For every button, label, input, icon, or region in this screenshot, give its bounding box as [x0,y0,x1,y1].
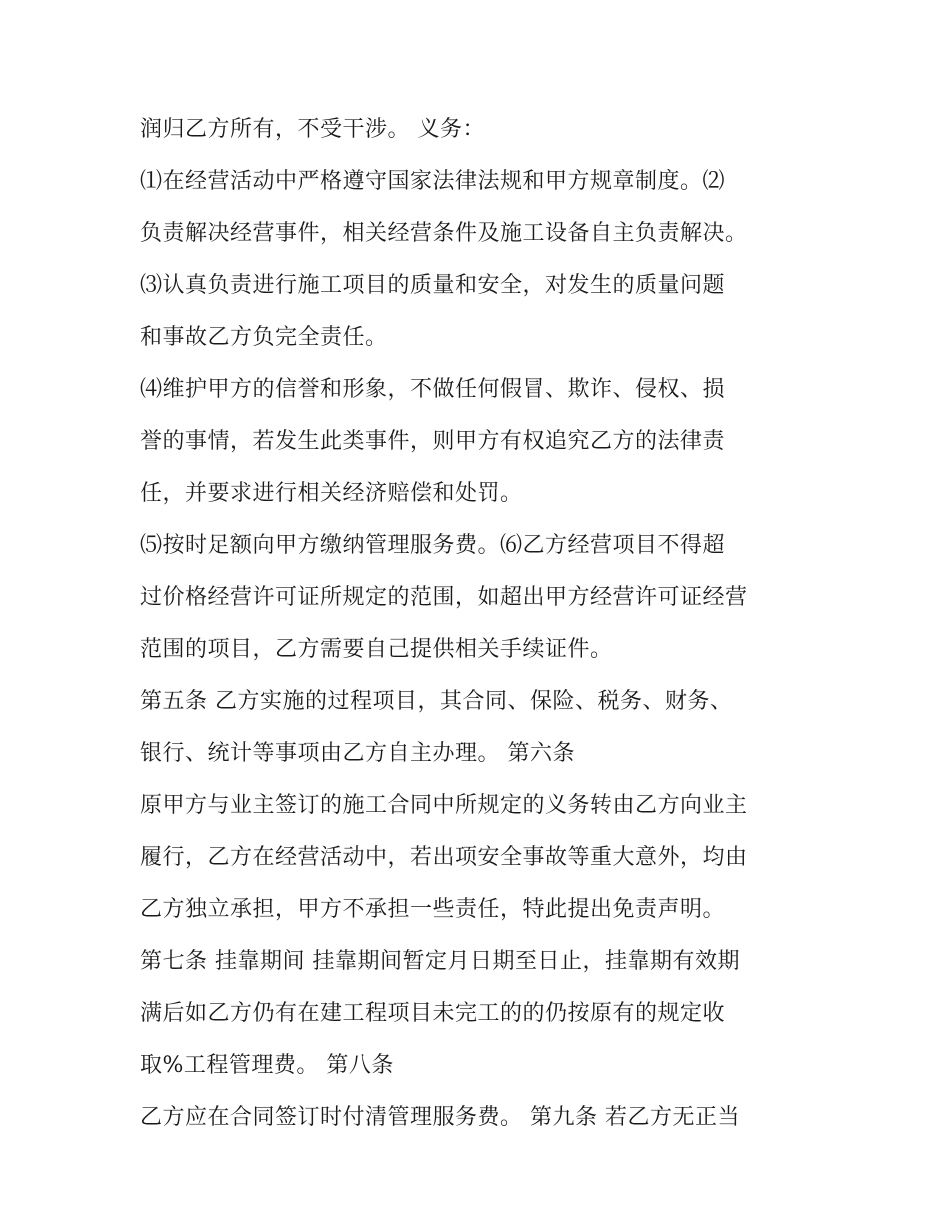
text-line: 取%工程管理费。 第八条 [140,1053,394,1078]
text-line: 乙方独立承担，甲方不承担一些责任，特此提出免责声明。 [140,897,726,922]
text-line: 任，并要求进行相关经济赔偿和处罚。 [140,481,523,506]
text-line: 第五条 乙方实施的过程项目，其合同、保险、税务、财务、 [140,689,733,714]
text-line: ⑷维护甲方的信誉和形象，不做任何假冒、欺诈、侵权、损 [140,377,726,402]
text-line: 满后如乙方仍有在建工程项目未完工的的仍按原有的规定收 [140,1001,726,1026]
text-line: ⑴在经营活动中严格遵守国家法律法规和甲方规章制度。⑵ [140,169,726,194]
text-line: 原甲方与业主签订的施工合同中所规定的义务转由乙方向业主 [140,793,748,818]
text-line: ⑸按时足额向甲方缴纳管理服务费。⑹乙方经营项目不得超 [140,533,726,558]
text-line: ⑶认真负责进行施工项目的质量和安全，对发生的质量问题 [140,273,726,298]
text-line: 范围的项目，乙方需要自己提供相关手续证件。 [140,637,613,662]
contract-text-body [140,108,830,1148]
text-line: 过价格经营许可证所规定的范围，如超出甲方经营许可证经营 [140,585,748,610]
text-line: 誉的事情，若发生此类事件，则甲方有权追究乙方的法律责 [140,429,726,454]
text-line: 和事故乙方负完全责任。 [140,325,388,350]
text-line: 乙方应在合同签订时付清管理服务费。 第九条 若乙方无正当 [140,1105,740,1130]
text-line: 润归乙方所有，不受干涉。 义务： [140,117,485,142]
text-line: 银行、统计等事项由乙方自主办理。 第六条 [140,741,575,766]
text-line: 第七条 挂靠期间 挂靠期间暂定月日期至日止，挂靠期有效期 [140,949,740,974]
text-line: 履行，乙方在经营活动中，若出项安全事故等重大意外，均由 [140,845,748,870]
text-line: 负责解决经营事件，相关经营条件及施工设备自主负责解决。 [140,221,748,246]
